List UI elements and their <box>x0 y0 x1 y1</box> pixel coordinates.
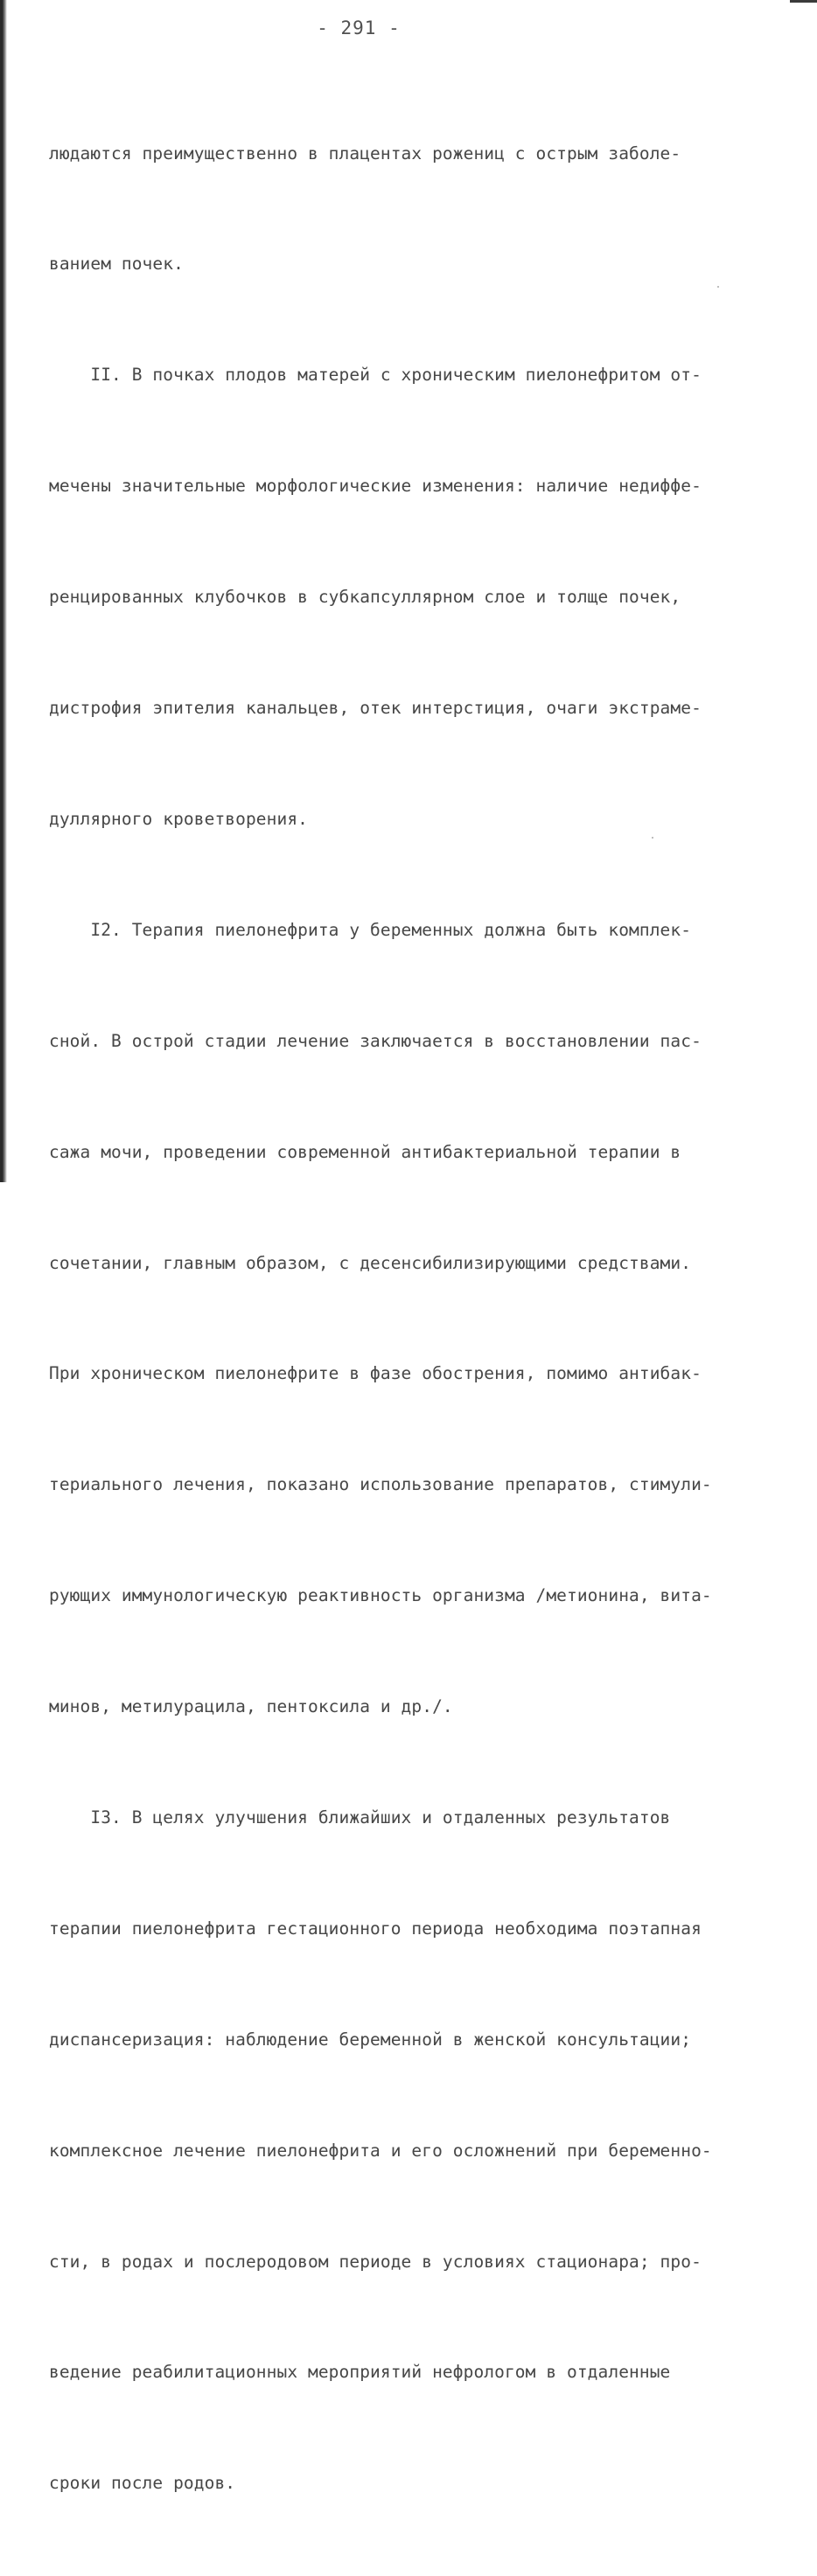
body-text <box>49 61 775 2576</box>
text-line: сажа мочи, проведении современной антибактериальной терапии в <box>49 1141 681 1162</box>
text-line: сти, в родах и послеродовом периоде в условиях стационара; про- <box>49 2251 702 2272</box>
scan-speck <box>717 286 719 288</box>
text-line: сроки после родов. <box>49 2473 236 2494</box>
text-line: диспансеризация: наблюдение беременной в женской консультации; <box>49 2029 692 2050</box>
text-line: сочетании, главным образом, с десенсибилизирующими средствами. <box>49 1252 692 1273</box>
text-line: При хроническом пиелонефрите в фазе обострения, помимо антибак- <box>49 1363 702 1384</box>
text-line: дуллярного кроветворения. <box>49 808 308 829</box>
text-line: II. В почках плодов матерей с хроническим пиелонефритом от- <box>49 365 702 386</box>
text-line: I2. Терапия пиелонефрита у беременных должна быть комплек- <box>49 919 692 940</box>
page-number: - 291 - <box>317 17 401 38</box>
text-line: дистрофия эпителия канальцев, отек интерстиция, очаги экстраме- <box>49 698 702 719</box>
text-line: ведение реабилитационных мероприятий нефрологом в отдаленные <box>49 2362 671 2383</box>
text-line: минов, метилурацила, пентоксила и др./. <box>49 1696 453 1717</box>
scan-speck <box>652 837 653 839</box>
text-line: комплексное лечение пиелонефрита и его осложнений при беременно- <box>49 2140 712 2161</box>
text-line: терапии пиелонефрита гестационного периода необходима поэтапная <box>49 1918 702 1939</box>
text-line: ванием почек. <box>49 254 184 275</box>
text-line: сной. В острой стадии лечение заключается в восстановлении пас- <box>49 1030 702 1051</box>
text-line: людаются преимущественно в плацентах рожениц с острым заболе- <box>49 143 681 164</box>
text-line: мечены значительные морфологические изменения: наличие недиффе- <box>49 476 702 497</box>
text-line: I3. В целях улучшения ближайших и отдаленных результатов <box>49 1807 671 1828</box>
text-line: териального лечения, показано использование препаратов, стимули- <box>49 1474 712 1495</box>
text-line: ренцированных клубочков в субкапсуллярном слое и толще почек, <box>49 587 681 608</box>
text-line: рующих иммунологическую реактивность организма /метионина, вита- <box>49 1585 712 1606</box>
scan-corner-mark <box>790 0 817 3</box>
scan-edge-shadow <box>0 0 7 1182</box>
